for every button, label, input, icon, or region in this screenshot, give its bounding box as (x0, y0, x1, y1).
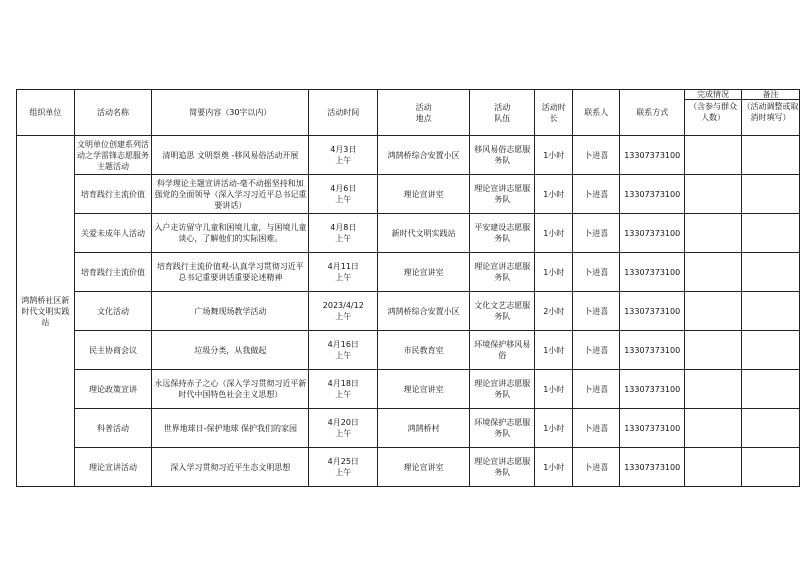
team-cell: 理论宣讲志愿服务队 (470, 370, 535, 409)
phone-cell: 13307373100 (620, 448, 685, 487)
header-team: 活动 队伍 (470, 90, 535, 136)
activity-name-cell: 培育践行主流价值 (74, 175, 152, 214)
phone-cell: 13307373100 (620, 214, 685, 253)
phone-cell: 13307373100 (620, 409, 685, 448)
summary-cell: 深入学习贯彻习近平生态文明思想 (152, 448, 309, 487)
remarks-cell (742, 175, 800, 214)
header-time: 活动时间 (309, 90, 378, 136)
org-unit-cell: 鸿鹄桥社区新时代文明实践站 (17, 136, 75, 487)
time-cell: 4月11日 上午 (309, 253, 378, 292)
time-cell: 2023/4/12 上午 (309, 292, 378, 331)
summary-cell: 世界地球日-保护地球 保护我们的家园 (152, 409, 309, 448)
place-cell: 新时代文明实践站 (378, 214, 470, 253)
header-completion-title: 完成情况 (685, 90, 741, 100)
header-remarks (742, 90, 800, 136)
phone-cell: 13307373100 (620, 292, 685, 331)
activity-name-cell: 文化活动 (74, 292, 152, 331)
header-summary: 简要内容（30字以内） (152, 90, 309, 136)
phone-cell: 13307373100 (620, 370, 685, 409)
place-cell: 鸿鹄桥综合安置小区 (378, 292, 470, 331)
duration-cell: 1小时 (535, 448, 573, 487)
time-cell: 4月6日 上午 (309, 175, 378, 214)
summary-cell: 培育践行主流价值观-认真学习贯彻习近平总书记重要讲话重要论述精神 (152, 253, 309, 292)
team-cell: 文化文艺志愿服务队 (470, 292, 535, 331)
place-cell: 理论宣讲室 (378, 370, 470, 409)
header-remarks-title: 备注 (742, 90, 799, 100)
completion-cell (685, 448, 742, 487)
contact-cell: 卜进喜 (573, 370, 620, 409)
time-cell: 4月25日 上午 (309, 448, 378, 487)
table-row (17, 448, 800, 487)
time-cell: 4月8日 上午 (309, 214, 378, 253)
completion-cell (685, 331, 742, 370)
activity-name-cell: 理论宣讲活动 (74, 448, 152, 487)
completion-cell (685, 136, 742, 175)
remarks-cell (742, 253, 800, 292)
phone-cell: 13307373100 (620, 253, 685, 292)
contact-cell: 卜进喜 (573, 175, 620, 214)
phone-cell: 13307373100 (620, 136, 685, 175)
completion-cell (685, 253, 742, 292)
summary-cell: 清明追思 文明祭奠 -移风易俗活动开展 (152, 136, 309, 175)
summary-cell: 永远保持赤子之心（深入学习贯彻习近平新时代中国特色社会主义思想） (152, 370, 309, 409)
team-cell: 环境保护移风易俗 (470, 331, 535, 370)
time-cell: 4月3日 上午 (309, 136, 378, 175)
activity-name-cell: 民主协商会议 (74, 331, 152, 370)
phone-cell: 13307373100 (620, 175, 685, 214)
summary-cell: 广场舞现场教学活动 (152, 292, 309, 331)
duration-cell: 1小时 (535, 409, 573, 448)
summary-cell: 科学理论主题宣讲活动-毫不动摇坚持和加强党的全面领导（深入学习习近平总书记重要讲话） (152, 175, 309, 214)
header-activity-name: 活动名称 (74, 90, 152, 136)
activity-name-cell: 科普活动 (74, 409, 152, 448)
table-row (17, 136, 800, 175)
place-cell: 市民教育室 (378, 331, 470, 370)
table-row (17, 292, 800, 331)
team-cell: 理论宣讲志愿服务队 (470, 448, 535, 487)
header-place: 活动 地点 (378, 90, 470, 136)
remarks-cell (742, 331, 800, 370)
header-contact: 联系人 (573, 90, 620, 136)
place-cell: 鸿鹄桥村 (378, 409, 470, 448)
completion-cell (685, 175, 742, 214)
duration-cell: 1小时 (535, 214, 573, 253)
header-row (17, 90, 800, 136)
activity-name-cell: 文明单位创建系列活动之学雷锋志愿服务主题活动 (74, 136, 152, 175)
completion-cell (685, 292, 742, 331)
header-remarks-sub: （活动调整或取消时填写） (742, 102, 799, 122)
place-cell: 理论宣讲室 (378, 175, 470, 214)
completion-cell (685, 370, 742, 409)
team-cell: 理论宣讲志愿服务队 (470, 253, 535, 292)
remarks-cell (742, 370, 800, 409)
time-cell: 4月16日 上午 (309, 331, 378, 370)
contact-cell: 卜进喜 (573, 448, 620, 487)
header-org-unit: 组织单位 (17, 90, 75, 136)
place-cell: 理论宣讲室 (378, 448, 470, 487)
activity-table (16, 89, 800, 487)
header-phone: 联系方式 (620, 90, 685, 136)
duration-cell: 1小时 (535, 370, 573, 409)
duration-cell: 1小时 (535, 331, 573, 370)
activity-name-cell: 培育践行主流价值 (74, 253, 152, 292)
table-row (17, 370, 800, 409)
header-completion-sub: （含参与群众人数） (689, 102, 738, 122)
team-cell: 理论宣讲志愿服务队 (470, 175, 535, 214)
remarks-cell (742, 409, 800, 448)
table-row (17, 253, 800, 292)
table-row (17, 175, 800, 214)
remarks-cell (742, 292, 800, 331)
place-cell: 鸿鹄桥综合安置小区 (378, 136, 470, 175)
team-cell: 平安建设志愿服务队 (470, 214, 535, 253)
activity-name-cell: 理论政策宣讲 (74, 370, 152, 409)
team-cell: 移风易俗志愿服务队 (470, 136, 535, 175)
remarks-cell (742, 448, 800, 487)
table-row (17, 214, 800, 253)
remarks-cell (742, 136, 800, 175)
contact-cell: 卜进喜 (573, 214, 620, 253)
contact-cell: 卜进喜 (573, 409, 620, 448)
completion-cell (685, 409, 742, 448)
place-cell: 理论宣讲室 (378, 253, 470, 292)
remarks-cell (742, 214, 800, 253)
summary-cell: 垃圾分类，从我做起 (152, 331, 309, 370)
completion-cell (685, 214, 742, 253)
header-completion (685, 90, 742, 136)
contact-cell: 卜进喜 (573, 292, 620, 331)
time-cell: 4月20日 上午 (309, 409, 378, 448)
table-row (17, 331, 800, 370)
contact-cell: 卜进喜 (573, 136, 620, 175)
time-cell: 4月18日 上午 (309, 370, 378, 409)
duration-cell: 1小时 (535, 175, 573, 214)
table-row (17, 409, 800, 448)
summary-cell: 入户走访留守儿童和困境儿童，与困境儿童谈心，了解他们的实际困难。 (152, 214, 309, 253)
duration-cell: 1小时 (535, 253, 573, 292)
duration-cell: 2小时 (535, 292, 573, 331)
header-duration: 活动时 长 (535, 90, 573, 136)
duration-cell: 1小时 (535, 136, 573, 175)
phone-cell: 13307373100 (620, 331, 685, 370)
contact-cell: 卜进喜 (573, 253, 620, 292)
contact-cell: 卜进喜 (573, 331, 620, 370)
activity-name-cell: 关爱未成年人活动 (74, 214, 152, 253)
team-cell: 环境保护志愿服务队 (470, 409, 535, 448)
